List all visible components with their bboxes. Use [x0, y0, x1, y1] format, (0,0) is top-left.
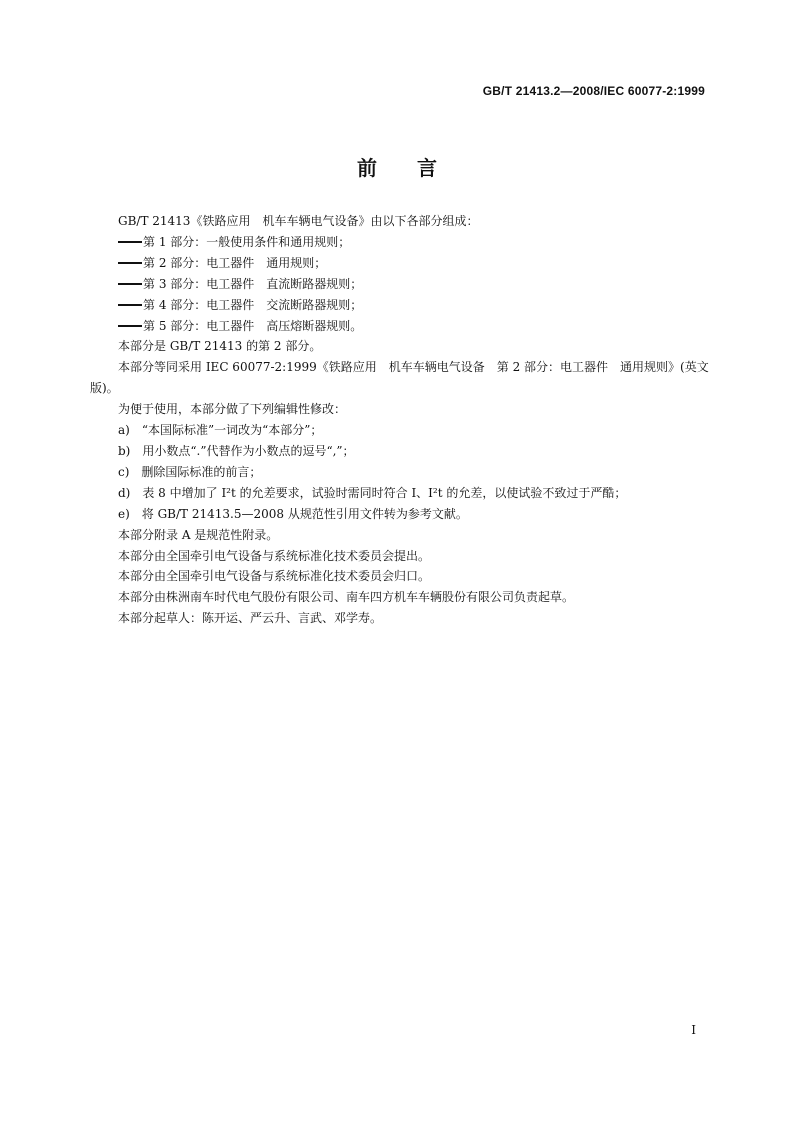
dash-mark	[118, 304, 142, 306]
dash-mark	[118, 283, 142, 285]
dash-mark	[118, 262, 142, 264]
closing-line: 本部分由全国牵引电气设备与系统标准化技术委员会归口。	[118, 569, 431, 584]
edit-item: d) 表 8 中增加了 I²t 的允差要求，试验时需同时符合 I、I²t 的允差，以使试验不致过于严酷；	[118, 485, 627, 500]
part-item: 第 5 部分：电工器件 高压熔断器规则。	[90, 316, 710, 337]
part-item: 第 1 部分：一般使用条件和通用规则；	[90, 232, 710, 253]
foreword-body	[90, 211, 710, 629]
edit-item: b) 用小数点“.”代替作为小数点的逗号“,”；	[118, 443, 355, 458]
edit-item: e) 将 GB/T 21413.5—2008 从规范性引用文件转为参考文献。	[118, 506, 468, 521]
edits-intro: 为便于使用，本部分做了下列编辑性修改：	[118, 402, 347, 417]
part-item: 第 2 部分：电工器件 通用规则；	[90, 253, 710, 274]
equivalence-statement: 本部分等同采用 IEC 60077-2:1999《铁路应用 机车车辆电气设备 第 2 部分：电工器件 通用规则》(英文版)。	[90, 360, 709, 396]
part-item: 第 4 部分：电工器件 交流断路器规则；	[90, 295, 710, 316]
closing-line: 本部分附录 A 是规范性附录。	[118, 527, 279, 542]
dash-mark	[118, 325, 142, 327]
closing-line: 本部分由株洲南车时代电气股份有限公司、南车四方机车车辆股份有限公司负责起草。	[118, 590, 575, 605]
dash-mark	[118, 241, 142, 243]
edit-item: c) 删除国际标准的前言；	[118, 464, 262, 479]
parts-intro: GB/T 21413《铁路应用 机车车辆电气设备》由以下各部分组成：	[118, 214, 479, 228]
part-item: 第 3 部分：电工器件 直流断路器规则；	[90, 274, 710, 295]
closing-line: 本部分由全国牵引电气设备与系统标准化技术委员会提出。	[118, 548, 431, 563]
document-code: GB/T 21413.2—2008/IEC 60077-2:1999	[482, 84, 705, 98]
this-part-statement: 本部分是 GB/T 21413 的第 2 部分。	[118, 339, 322, 354]
page-number: I	[691, 1023, 696, 1037]
edit-item: a) “本国际标准”一词改为“本部分”；	[118, 423, 323, 438]
closing-line: 本部分起草人：陈开运、严云升、言武、邓学寿。	[118, 611, 383, 626]
page-title: 前言	[357, 156, 477, 180]
